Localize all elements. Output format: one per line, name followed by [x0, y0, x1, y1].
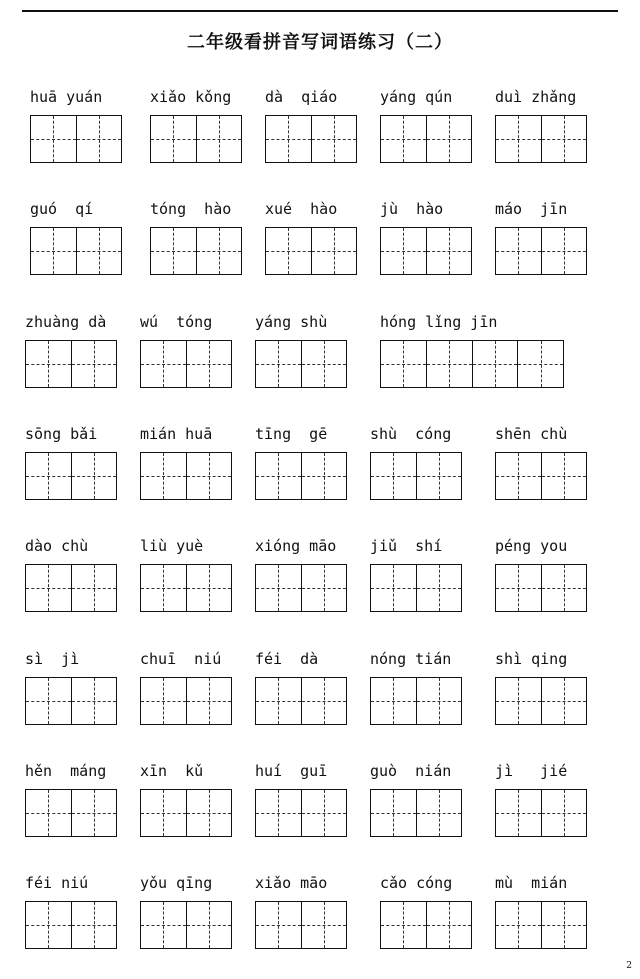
word-exercise [380, 874, 452, 894]
pinyin-label: xué hào [265, 200, 338, 218]
pinyin-label: huā yuán [30, 88, 103, 106]
writing-grid[interactable] [150, 227, 242, 275]
writing-grid[interactable] [140, 564, 232, 612]
pinyin-label: jì jié [495, 762, 568, 780]
word-exercise [495, 762, 567, 782]
pinyin-label: mù mián [495, 874, 568, 892]
writing-cell[interactable] [197, 228, 242, 274]
writing-cell[interactable] [141, 341, 187, 387]
word-exercise [25, 537, 88, 557]
pinyin-label: wú tóng [140, 313, 213, 331]
writing-cell[interactable] [72, 790, 117, 836]
writing-cell[interactable] [302, 678, 347, 724]
writing-cell[interactable] [381, 116, 427, 162]
word-exercise [25, 425, 97, 445]
pinyin-label: xióng māo [255, 537, 337, 555]
pinyin-label: xīn kǔ [140, 762, 204, 780]
word-exercise [380, 200, 443, 220]
word-exercise [370, 537, 442, 557]
word-exercise [255, 762, 327, 782]
writing-grid[interactable] [25, 340, 117, 388]
pinyin-label: duì zhǎng [495, 88, 577, 106]
pinyin-label: yáng shù [255, 313, 328, 331]
word-exercise [495, 537, 567, 557]
writing-cell[interactable] [496, 678, 542, 724]
pinyin-label: cǎo cóng [380, 874, 453, 892]
exercise-row [0, 874, 640, 958]
writing-grid[interactable] [370, 564, 462, 612]
word-exercise [495, 650, 567, 670]
word-exercise [30, 88, 102, 108]
writing-grid[interactable] [495, 227, 587, 275]
writing-cell[interactable] [417, 678, 462, 724]
word-exercise [140, 537, 203, 557]
writing-grid[interactable] [140, 452, 232, 500]
writing-grid[interactable] [495, 677, 587, 725]
writing-cell[interactable] [141, 565, 187, 611]
writing-cell[interactable] [187, 565, 232, 611]
exercise-row [0, 88, 640, 172]
pinyin-label: chuī niú [140, 650, 222, 668]
writing-grid[interactable] [25, 452, 117, 500]
writing-grid[interactable] [265, 227, 357, 275]
writing-grid[interactable] [25, 789, 117, 837]
writing-cell[interactable] [542, 790, 587, 836]
writing-cell[interactable] [312, 116, 357, 162]
writing-cell[interactable] [427, 228, 472, 274]
pinyin-label: zhuàng dà [25, 313, 107, 331]
writing-cell[interactable] [496, 228, 542, 274]
top-rule [22, 10, 618, 12]
word-exercise [25, 762, 106, 782]
exercise-row [0, 762, 640, 846]
pinyin-label: liù yuè [140, 537, 204, 555]
word-exercise [140, 762, 203, 782]
pinyin-label: sì jì [25, 650, 80, 668]
writing-cell[interactable] [141, 453, 187, 499]
word-exercise [25, 313, 106, 333]
word-exercise [25, 874, 88, 894]
writing-grid[interactable] [380, 340, 564, 388]
writing-grid[interactable] [255, 901, 347, 949]
writing-grid[interactable] [140, 677, 232, 725]
writing-cell[interactable] [141, 902, 187, 948]
pinyin-label: shì qing [495, 650, 568, 668]
writing-cell[interactable] [302, 790, 347, 836]
writing-cell[interactable] [187, 341, 232, 387]
pinyin-label: nóng tián [370, 650, 452, 668]
pinyin-label: yáng qún [380, 88, 453, 106]
writing-cell[interactable] [518, 341, 563, 387]
pinyin-label: sōng bǎi [25, 425, 98, 443]
exercise-row [0, 425, 640, 509]
writing-cell[interactable] [187, 453, 232, 499]
word-exercise [265, 200, 337, 220]
writing-cell[interactable] [256, 565, 302, 611]
pinyin-label: jiǔ shí [370, 537, 443, 555]
writing-cell[interactable] [496, 902, 542, 948]
word-exercise [140, 313, 212, 333]
writing-cell[interactable] [371, 453, 417, 499]
writing-grid[interactable] [495, 789, 587, 837]
writing-cell[interactable] [496, 790, 542, 836]
word-exercise [140, 425, 212, 445]
word-exercise [255, 425, 327, 445]
word-exercise [255, 313, 327, 333]
writing-grid[interactable] [140, 340, 232, 388]
pinyin-label: féi dà [255, 650, 319, 668]
writing-cell[interactable] [417, 790, 462, 836]
pinyin-label: huí guī [255, 762, 328, 780]
writing-cell[interactable] [141, 790, 187, 836]
exercise-row [0, 313, 640, 397]
writing-cell[interactable] [256, 790, 302, 836]
writing-cell[interactable] [302, 341, 347, 387]
pinyin-label: guò nián [370, 762, 452, 780]
writing-grid[interactable] [255, 564, 347, 612]
writing-cell[interactable] [312, 228, 357, 274]
writing-grid[interactable] [25, 564, 117, 612]
writing-grid[interactable] [495, 901, 587, 949]
pinyin-label: yǒu qīng [140, 874, 213, 892]
word-exercise [380, 88, 452, 108]
writing-grid[interactable] [25, 677, 117, 725]
pinyin-label: jù hào [380, 200, 444, 218]
writing-grid[interactable] [150, 115, 242, 163]
writing-cell[interactable] [542, 453, 587, 499]
writing-grid[interactable] [255, 340, 347, 388]
word-exercise [255, 537, 336, 557]
writing-cell[interactable] [496, 453, 542, 499]
writing-cell[interactable] [302, 902, 347, 948]
writing-cell[interactable] [72, 565, 117, 611]
writing-grid[interactable] [495, 564, 587, 612]
writing-cell[interactable] [381, 228, 427, 274]
writing-cell[interactable] [77, 228, 122, 274]
writing-cell[interactable] [381, 902, 427, 948]
writing-cell[interactable] [371, 790, 417, 836]
word-exercise [30, 200, 93, 220]
writing-cell[interactable] [542, 565, 587, 611]
page-number: 2 [626, 961, 632, 971]
word-exercise [380, 313, 497, 333]
word-exercise [255, 650, 318, 670]
writing-grid[interactable] [255, 452, 347, 500]
writing-cell[interactable] [141, 678, 187, 724]
pinyin-label: tīng gē [255, 425, 328, 443]
writing-cell[interactable] [256, 902, 302, 948]
pinyin-label: guó qí [30, 200, 94, 218]
writing-cell[interactable] [31, 116, 77, 162]
pinyin-label: hěn máng [25, 762, 107, 780]
writing-cell[interactable] [26, 790, 72, 836]
writing-cell[interactable] [72, 678, 117, 724]
pinyin-label: mián huā [140, 425, 213, 443]
writing-cell[interactable] [427, 902, 472, 948]
pinyin-label: péng you [495, 537, 568, 555]
word-exercise [150, 200, 231, 220]
word-exercise [25, 650, 79, 670]
writing-cell[interactable] [266, 228, 312, 274]
word-exercise [370, 425, 451, 445]
writing-cell[interactable] [381, 341, 427, 387]
pinyin-label: máo jīn [495, 200, 568, 218]
writing-cell[interactable] [197, 116, 242, 162]
writing-grid[interactable] [380, 115, 472, 163]
pinyin-label: shēn chù [495, 425, 568, 443]
writing-cell[interactable] [427, 341, 473, 387]
exercise-row [0, 537, 640, 621]
exercise-row [0, 200, 640, 284]
word-exercise [150, 88, 231, 108]
writing-grid[interactable] [380, 901, 472, 949]
writing-cell[interactable] [187, 678, 232, 724]
word-exercise [495, 425, 567, 445]
writing-cell[interactable] [26, 565, 72, 611]
pinyin-label: dà qiáo [265, 88, 338, 106]
page-title: 二年级看拼音写词语练习（二） [187, 32, 453, 53]
writing-grid[interactable] [25, 901, 117, 949]
writing-cell[interactable] [256, 341, 302, 387]
writing-cell[interactable] [72, 453, 117, 499]
writing-grid[interactable] [30, 227, 122, 275]
writing-grid[interactable] [380, 227, 472, 275]
writing-cell[interactable] [26, 453, 72, 499]
writing-grid[interactable] [495, 115, 587, 163]
pinyin-label: tóng hào [150, 200, 232, 218]
writing-cell[interactable] [151, 228, 197, 274]
writing-cell[interactable] [26, 341, 72, 387]
writing-grid[interactable] [370, 677, 462, 725]
writing-cell[interactable] [77, 116, 122, 162]
word-exercise [140, 650, 221, 670]
writing-cell[interactable] [302, 565, 347, 611]
writing-grid[interactable] [30, 115, 122, 163]
pinyin-label: dào chù [25, 537, 89, 555]
word-exercise [495, 88, 576, 108]
pinyin-label: hóng lǐng jīn [380, 313, 498, 331]
writing-grid[interactable] [140, 901, 232, 949]
writing-grid[interactable] [255, 789, 347, 837]
pinyin-label: xiǎo māo [255, 874, 328, 892]
writing-cell[interactable] [542, 116, 587, 162]
writing-grid[interactable] [140, 789, 232, 837]
word-exercise [265, 88, 337, 108]
writing-cell[interactable] [26, 678, 72, 724]
writing-grid[interactable] [370, 789, 462, 837]
writing-cell[interactable] [542, 228, 587, 274]
writing-cell[interactable] [151, 116, 197, 162]
writing-cell[interactable] [371, 565, 417, 611]
word-exercise [370, 650, 451, 670]
writing-cell[interactable] [417, 565, 462, 611]
writing-cell[interactable] [496, 116, 542, 162]
writing-cell[interactable] [256, 678, 302, 724]
writing-cell[interactable] [427, 116, 472, 162]
word-exercise [495, 200, 567, 220]
writing-cell[interactable] [187, 790, 232, 836]
writing-cell[interactable] [187, 902, 232, 948]
writing-cell[interactable] [26, 902, 72, 948]
writing-grid[interactable] [265, 115, 357, 163]
writing-cell[interactable] [417, 453, 462, 499]
pinyin-label: xiǎo kǒng [150, 88, 232, 106]
pinyin-label: shù cóng [370, 425, 452, 443]
writing-cell[interactable] [302, 453, 347, 499]
writing-cell[interactable] [266, 116, 312, 162]
pinyin-label: féi niú [25, 874, 89, 892]
writing-cell[interactable] [256, 453, 302, 499]
writing-cell[interactable] [371, 678, 417, 724]
writing-cell[interactable] [542, 902, 587, 948]
writing-cell[interactable] [31, 228, 77, 274]
writing-grid[interactable] [370, 452, 462, 500]
exercise-row [0, 650, 640, 734]
word-exercise [140, 874, 212, 894]
writing-cell[interactable] [72, 341, 117, 387]
writing-cell[interactable] [72, 902, 117, 948]
writing-cell[interactable] [496, 565, 542, 611]
word-exercise [370, 762, 451, 782]
writing-cell[interactable] [542, 678, 587, 724]
word-exercise [495, 874, 567, 894]
writing-cell[interactable] [473, 341, 519, 387]
writing-grid[interactable] [255, 677, 347, 725]
word-exercise [255, 874, 327, 894]
writing-grid[interactable] [495, 452, 587, 500]
